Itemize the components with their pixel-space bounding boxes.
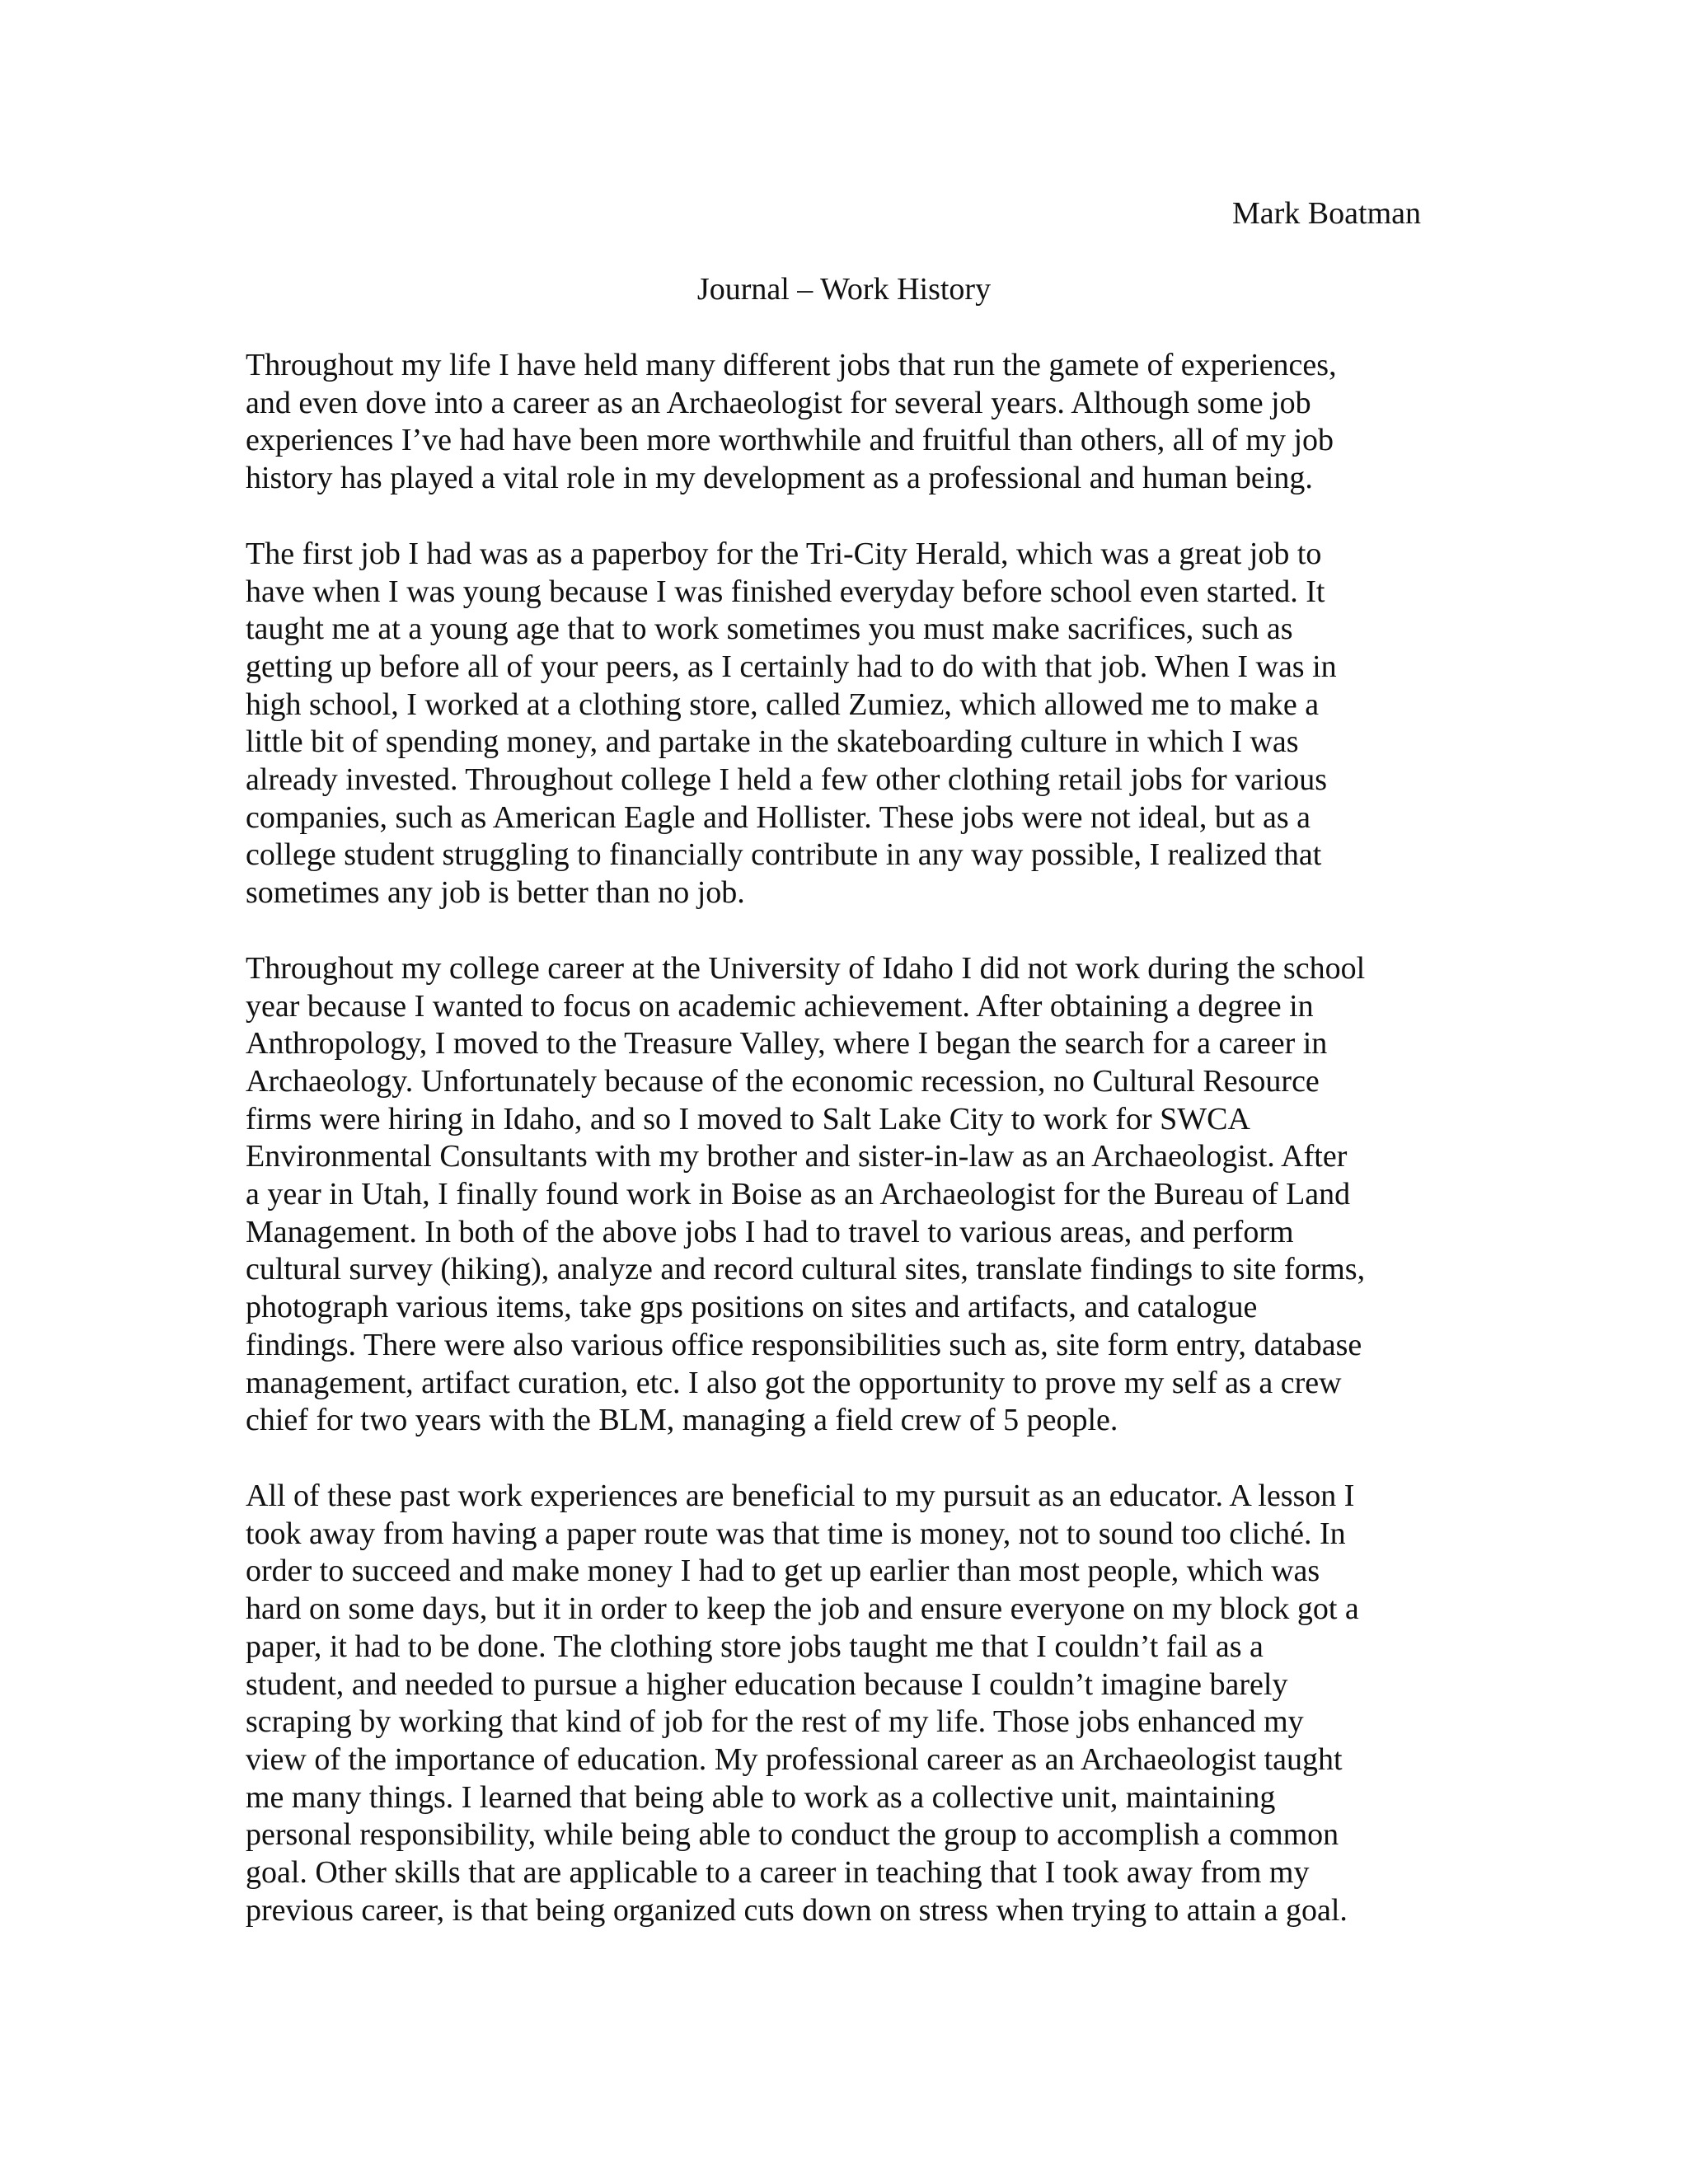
text-line: sometimes any job is better than no job. (246, 875, 745, 911)
text-line: The first job I had was as a paperboy for the Tri-City Herald, which was a great job to (246, 536, 1322, 571)
text-line: Management. In both of the above jobs I had to travel to various areas, and perform (246, 1214, 1294, 1249)
text-line: year because I wanted to focus on academic achievement. After obtaining a degree in (246, 988, 1314, 1024)
text-line: me many things. I learned that being able to work as a collective unit, maintaining (246, 1779, 1276, 1815)
text-line: companies, such as American Eagle and Hollister. These jobs were not ideal, but as a (246, 799, 1311, 835)
author-name: Mark Boatman (1231, 196, 1421, 231)
text-line: order to succeed and make money I had to get up earlier than most people, which was (246, 1554, 1320, 1589)
text-line: paper, it had to be done. The clothing store jobs taught me that I couldn’t fail as a (246, 1629, 1264, 1664)
text-line: photograph various items, take gps positions on sites and artifacts, and catalogue (246, 1290, 1258, 1325)
paragraph (246, 536, 1441, 912)
text-line: high school, I worked at a clothing store, called Zumiez, which allowed me to make a (246, 687, 1320, 722)
text-line: taught me at a young age that to work sometimes you must make sacrifices, such as (246, 612, 1293, 647)
text-line: Throughout my college career at the University of Idaho I did not work during the school (246, 950, 1366, 986)
paragraph (246, 1478, 1441, 1929)
text-line: hard on some days, but it in order to keep the job and ensure everyone on my block got a (246, 1591, 1359, 1627)
text-line: management, artifact curation, etc. I also got the opportunity to prove my self as a crew (246, 1365, 1342, 1400)
text-line: Anthropology, I moved to the Treasure Valley, where I began the search for a career in (246, 1026, 1328, 1062)
text-line: little bit of spending money, and partake in the skateboarding culture in which I was (246, 724, 1299, 760)
text-line: and even dove into a career as an Archaeologist for several years. Although some job (246, 385, 1311, 420)
document-title: Journal – Work History (696, 272, 992, 307)
text-line: previous career, is that being organized cuts down on stress when trying to attain a goal. (246, 1892, 1348, 1928)
text-line: personal responsibility, while being able to conduct the group to accomplish a common (246, 1817, 1339, 1853)
text-line: view of the importance of education. My professional career as an Archaeologist taught (246, 1741, 1343, 1777)
paragraph (246, 347, 1441, 498)
text-line: took away from having a paper route was that time is money, not to sound too cliché. In (246, 1516, 1346, 1551)
text-line: student, and needed to pursue a higher education because I couldn’t imagine barely (246, 1666, 1288, 1702)
text-line: cultural survey (hiking), analyze and record cultural sites, translate findings to site forms, (246, 1252, 1366, 1287)
text-line: chief for two years with the BLM, managing a field crew of 5 people. (246, 1403, 1118, 1438)
text-line: Throughout my life I have held many different jobs that run the gamete of experiences, (246, 348, 1337, 382)
text-line: All of these past work experiences are beneficial to my pursuit as an educator. A lesson I (246, 1478, 1355, 1513)
text-line: getting up before all of your peers, as I certainly had to do with that job. When I was in (246, 649, 1337, 684)
text-line: Environmental Consultants with my brother and sister-in-law as an Archaeologist. After (246, 1139, 1348, 1174)
text-line: already invested. Throughout college I held a few other clothing retail jobs for various (246, 762, 1328, 798)
text-line: firms were hiring in Idaho, and so I moved to Salt Lake City to work for SWCA (246, 1101, 1250, 1137)
text-line: have when I was young because I was finished everyday before school even started. It (246, 574, 1325, 609)
text-line: goal. Other skills that are applicable to a career in teaching that I took away from my (246, 1855, 1310, 1891)
paragraph (246, 950, 1441, 1440)
text-line: college student struggling to financially contribute in any way possible, I realized that (246, 837, 1322, 873)
text-line: Archaeology. Unfortunately because of the economic recession, no Cultural Resource (246, 1063, 1320, 1099)
text-line: a year in Utah, I finally found work in Boise as an Archaeologist for the Bureau of Land (246, 1177, 1351, 1212)
document-body (246, 347, 1441, 1967)
text-line: history has played a vital role in my development as a professional and human being. (246, 461, 1313, 496)
text-line: scraping by working that kind of job for the rest of my life. Those jobs enhanced my (246, 1704, 1304, 1740)
text-line: experiences I’ve had have been more worthwhile and fruitful than others, all of my job (246, 423, 1334, 458)
text-line: findings. There were also various office responsibilities such as, site form entry, database (246, 1327, 1362, 1362)
